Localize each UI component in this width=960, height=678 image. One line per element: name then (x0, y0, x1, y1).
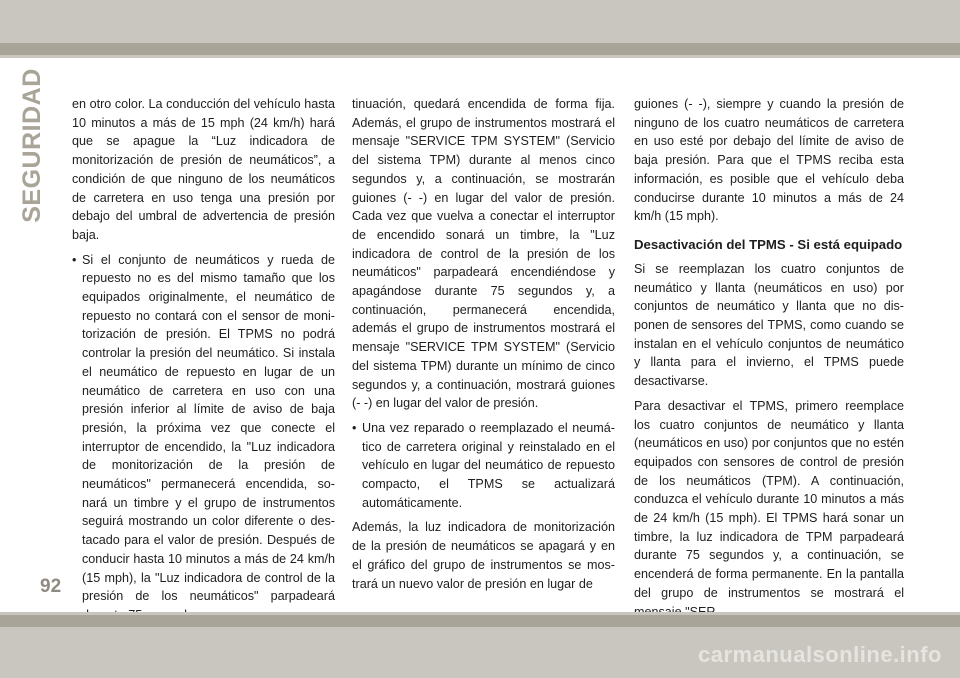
section-tab-label: SEGURIDAD (17, 67, 46, 223)
footer-stripe (0, 615, 960, 627)
paragraph: Además, la luz indicadora de monitorización de la presión de neumáticos se apagará y en el gráfico del grupo de instrumentos se mostrará un nuevo valor de presión en lugar de (352, 520, 615, 591)
text-column-3 (634, 95, 904, 621)
text-column-2 (352, 95, 615, 593)
bullet-item: • Si el conjunto de neumáticos y rueda de repuesto no es del mismo tamaño que los equipados originalmente, el neumático de repuesto no contará con el sensor de monitorización de presión. El TPMS no podrá controlar la presión del neumático. Si instala el neumático de repuesto en lugar de un neumático de carretera en uso con una presión inferior al límite de aviso de baja presión, la próxima vez que conecte el interruptor de encendido, la "Luz indicadora de monitorización de la presión de neumáticos" permanecerá encendida, sonará un timbre y el grupo de instrumentos seguirá mostrando un color diferente o destacado para el valor de presión. Después de conducir hasta 10 minutos a más de 24 km/h (15 mph), la "Luz indicadora de control de la presión de los neumáticos" parpadeará (72, 251, 335, 625)
bullet-item: • Una vez reparado o reemplazado el neumático de carretera original y reinstalado en el vehículo en lugar del neumático de repuesto compacto, el TPMS se actualizará automáticamente. (352, 419, 615, 513)
text-column-1 (72, 95, 335, 625)
section-heading: Desactivación del TPMS - Si está equipado (634, 236, 903, 252)
bullet-list (72, 251, 335, 625)
page-number: 92 (40, 576, 62, 597)
paragraph: Si se reemplazan los cuatro conjuntos de neumático y llanta (neumáticos en uso) por conjuntos de neumático y llanta que no disponen de sensores del TPMS, como cuando se instalan en el vehículo conjuntos de neumático y llanta para el invierno, el TPMS puede desactivarse. (634, 261, 904, 389)
paragraph: tinuación, quedará encendida de forma fija. Además, el grupo de instrumentos mostrará el mensaje "SERVICE TPM SYSTEM" (Servicio del sistema TPM) durante al menos cinco segundos y, a continuación, se mostrarán guiones (- -) en lugar del valor de presión. Cada vez que vuelva a conectar el interruptor de encendido sonará un timbre, la "Luz indicadora de control de la presión de los neumáticos" parpadeará encendiéndose y apagándose durante 75 segundos y, a continuación, permanecerá encendida, además el grupo de instrumentos mostrará el mensaje "SERVICE TPM SYSTEM" (Servicio del sistema TPM) durante un mínimo de cinco segundos y, a continuación, mostrará guiones (- -) en lugar del valor de presión. (352, 97, 615, 411)
paragraph: guiones (- -), siempre y cuando la presión de ninguno de los cuatro neumáticos de carretera en uso esté por debajo del límite de aviso de baja presión. Para que el TPMS reciba esta información, es posible que el vehículo deba conducirse durante 10 minutos a más de 24 km/h (15 mph). (634, 97, 904, 224)
header-stripe (0, 43, 960, 55)
paragraph: Para desactivar el TPMS, primero reemplace los cuatro conjuntos de neumático y llanta (neumáticos en uso) por conjuntos que no estén equipados con sensores de control de presión de los neumáticos (TPM). A continuación, conduzca el vehículo durante 10 minutos a más de 24 km/h (15 mph). El TPMS hará sonar un timbre, la luz indicadora de TPM parpadeará durante 75 segundos y, a continuación, se encenderá de forma permanente. En la pantalla del grupo de instrumentos se mostrará el (634, 398, 904, 600)
section-tab (12, 67, 52, 223)
header-band (0, 0, 960, 58)
bullet-list (352, 419, 615, 513)
paragraph: en otro color. La conducción del vehículo hasta 10 minutos a más de 15 mph (24 km/h) hará que se apague la “Luz indicadora de monitorización de presión de neumáticos”, a condición de que ninguno de los neumáticos de carretera en uso tenga una presión por debajo del umbral de advertencia de presión baja. (72, 97, 335, 242)
watermark: carmanualsonline.info (698, 642, 942, 667)
